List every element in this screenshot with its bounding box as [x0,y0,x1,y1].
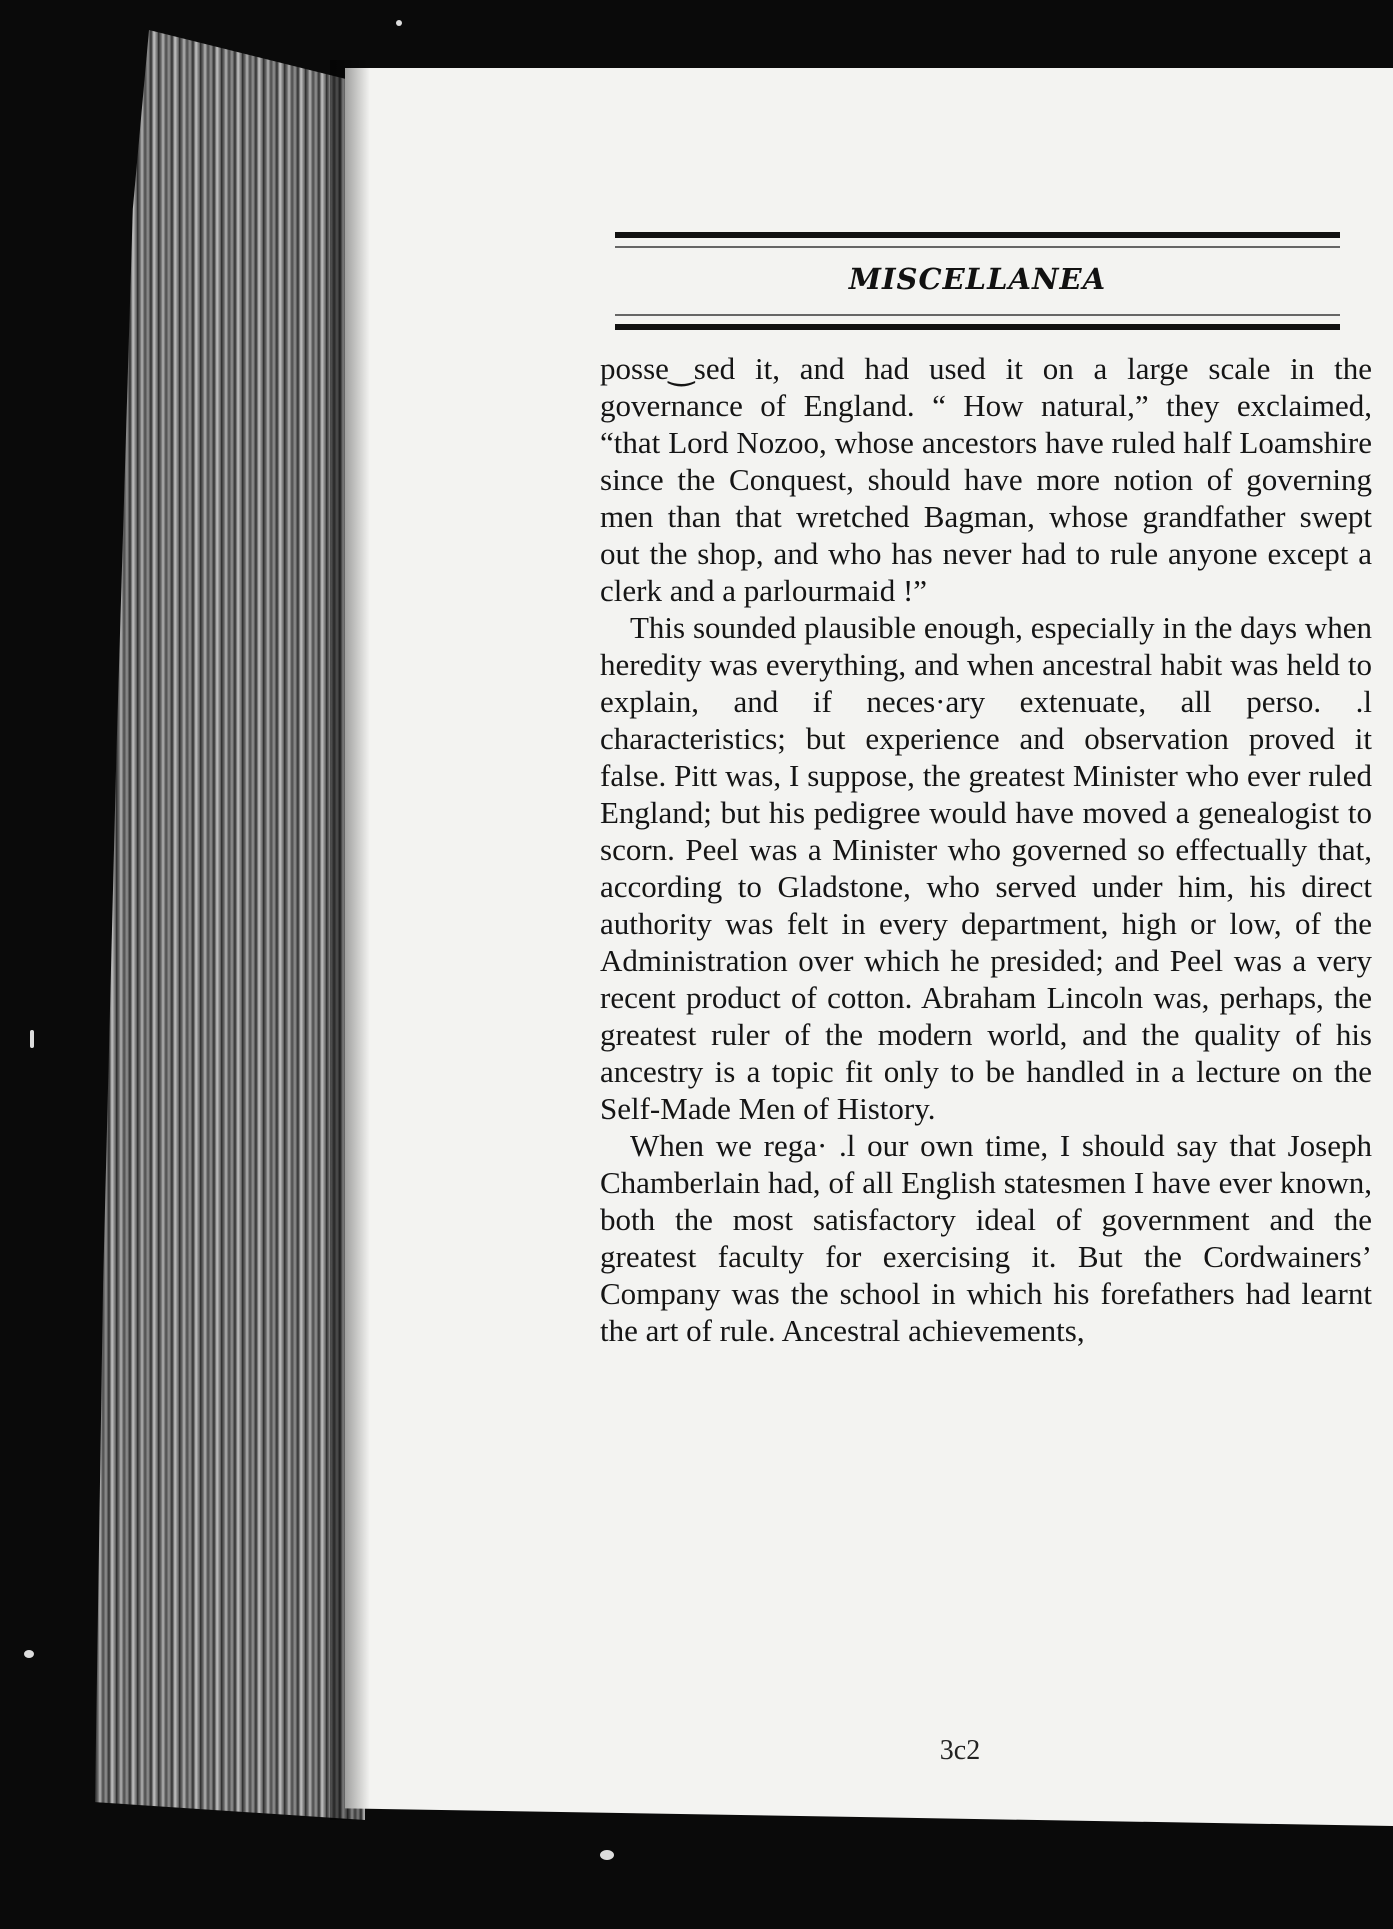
paragraph-2: This sounded plausible enough, especially in the days when heredity was everything, and when ancestral habit was held to explain, and if neces·ary extenuate, all perso. .l characteristics; but experience and observation proved it false. Pitt was, I suppose, the greatest Minister who ever ruled England; but his pedigree would have moved a genealogist to scorn. Peel was a Minister who governed so effectually that, according to Gladstone, who served under him, his direct authority was felt in every department, high or low, of the Administration over which he presided; and Peel was a very recent product of cotton. Abraham Lincoln was, perhaps, the greatest ruler of the modern world, and the quality of his ancestry is a topic fit only to be handled in a lecture on the Self-Made Men of History. [600,610,1372,1126]
header-rule-bottom-thin [615,314,1340,316]
header-rule-top-thick [615,232,1340,238]
dust-speck [30,1030,34,1048]
header-rule-bottom-thick [615,324,1340,330]
header-rule-top-thin [615,246,1340,248]
running-head: MISCELLANEA [848,262,1107,296]
gutter-shadow [330,60,370,1820]
book-page-edges [95,30,365,1820]
page-number: 3c2 [939,1735,981,1766]
dust-speck [396,20,402,26]
dust-speck [24,1650,34,1658]
paragraph-3: When we rega· .l our own time, I should say that Joseph Chamberlain had, of all English statesmen I have ever known, both the most satisfactory ideal of government and the greatest faculty for exercising it. But the Cordwainers’ Company was the school in which his forefathers had learnt the art of rule. Ancestral achievements, [600,1128,1372,1348]
dust-speck [600,1850,614,1860]
paragraph-1: posse‿sed it, and had used it on a large scale in the governance of England. “ How natural,” they exclaimed, “that Lord Nozoo, whose ancestors have ruled half Loamshire since the Conquest, should have more notion of governing men than that wretched Bagman, whose grandfather swept out the shop, and who has never had to rule anyone except a clerk and a parlourmaid !” [600,351,1372,608]
body-text [600,350,1372,1349]
